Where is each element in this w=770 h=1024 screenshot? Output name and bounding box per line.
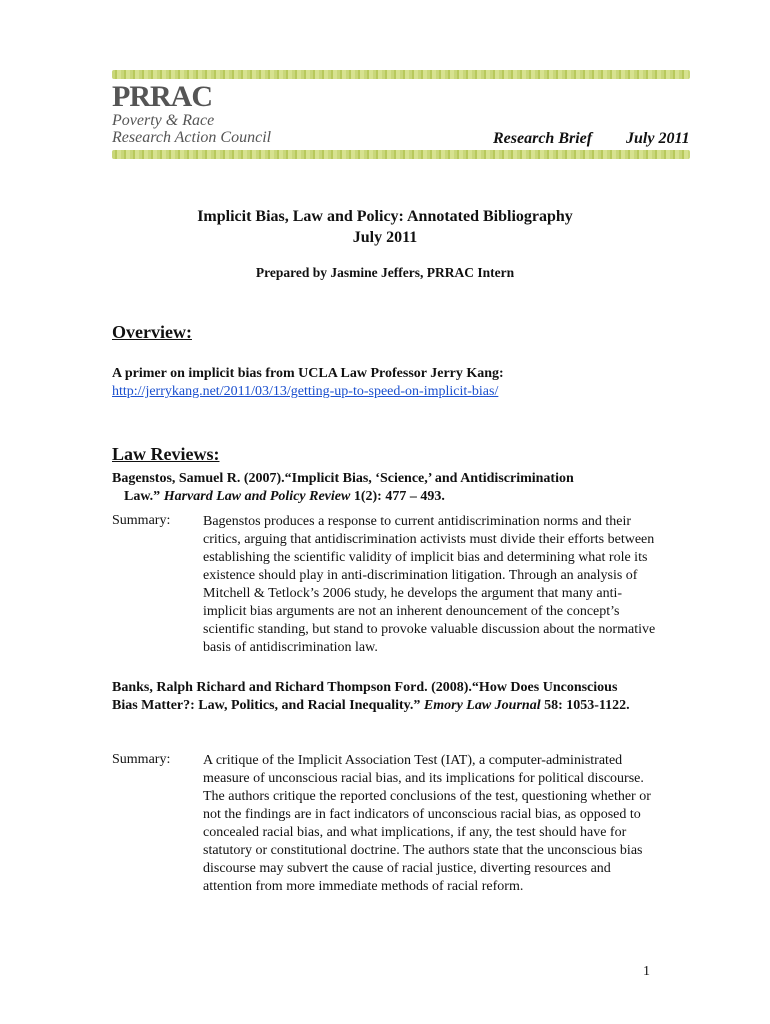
citation-volume: 58: 1053-1122. — [540, 698, 630, 713]
citation-text: Law.” — [124, 489, 164, 504]
primer-link[interactable]: http://jerrykang.net/2011/03/13/getting-up-to-speed-on-implicit-bias/ — [112, 384, 499, 399]
primer-text: A primer on implicit bias from UCLA Law Professor Jerry Kang: — [112, 366, 504, 381]
journal-title: Harvard Law and Policy Review — [163, 489, 351, 504]
prepared-by: Prepared by Jasmine Jeffers, PRRAC Intern — [255, 265, 515, 280]
research-brief-date: July 2011 — [626, 130, 690, 147]
citation-banks-ford — [112, 679, 642, 715]
journal-title: Emory Law Journal — [423, 698, 541, 713]
research-brief-label: Research Brief — [493, 130, 593, 147]
logo-line-2: Research Action Council — [112, 129, 272, 146]
summary-text: A critique of the Implicit Association Test (IAT), a computer-administrated measure of unconscious racial bias, and its implications for political discourse. The authors critique the reported conclusions of the test, questioning whether or not the findings are in fact indicators of unconscious racial bias, as opposed to concealed racial bias, and what implications, if any, the test should have for statutory or constitutional doctrine. The authors state that the unconscious bias discourse may subvert the cause of racial justice, diverting resources and attention from more immediate methods of racial reform. — [203, 753, 651, 894]
citation-bagenstos — [112, 470, 642, 506]
title-line-1: Implicit Bias, Law and Policy: Annotated Bibliography — [197, 208, 573, 225]
overview-heading: Overview: — [112, 322, 192, 342]
citation-line-1: Bagenstos, Samuel R. (2007).“Implicit Bias, ‘Science,’ and Antidiscrimination — [112, 471, 574, 486]
logo-line-1: Poverty & Race — [112, 112, 215, 129]
document-title — [0, 206, 770, 248]
logo-wordmark: PRRAC — [112, 80, 212, 113]
title-line-2: July 2011 — [352, 229, 418, 246]
citation-text: Banks, Ralph Richard and Richard Thompson Ford. (2008).“How Does Unconscious Bias Matter?: Law, Politics, and Racial Inequality.” — [112, 680, 618, 713]
header-band-bottom — [112, 150, 690, 159]
summary-label: Summary: — [112, 752, 171, 767]
summary-label: Summary: — [112, 513, 171, 528]
page-number: 1 — [643, 964, 650, 979]
prrac-logo — [112, 82, 271, 146]
law-reviews-heading: Law Reviews: — [112, 444, 220, 464]
header-band-top — [112, 70, 690, 79]
summary-text: Bagenstos produces a response to current antidiscrimination norms and their critics, arguing that antidiscrimination activists must divide their efforts between establishing the scientific validity of implicit bias and determining what role its existence should play in anti-discrimination litigation. Through an analysis of Mitchell & Tetlock’s 2006 study, he develops the argument that many anti-implicit bias arguments are not an inherent denouncement of the concept’s scientific standing, but stand to provoke valuable discussion about the normative basis of antidiscrimination law. — [203, 514, 656, 655]
citation-line-2 — [112, 488, 642, 506]
citation-volume: 1(2): 477 – 493. — [350, 489, 445, 504]
